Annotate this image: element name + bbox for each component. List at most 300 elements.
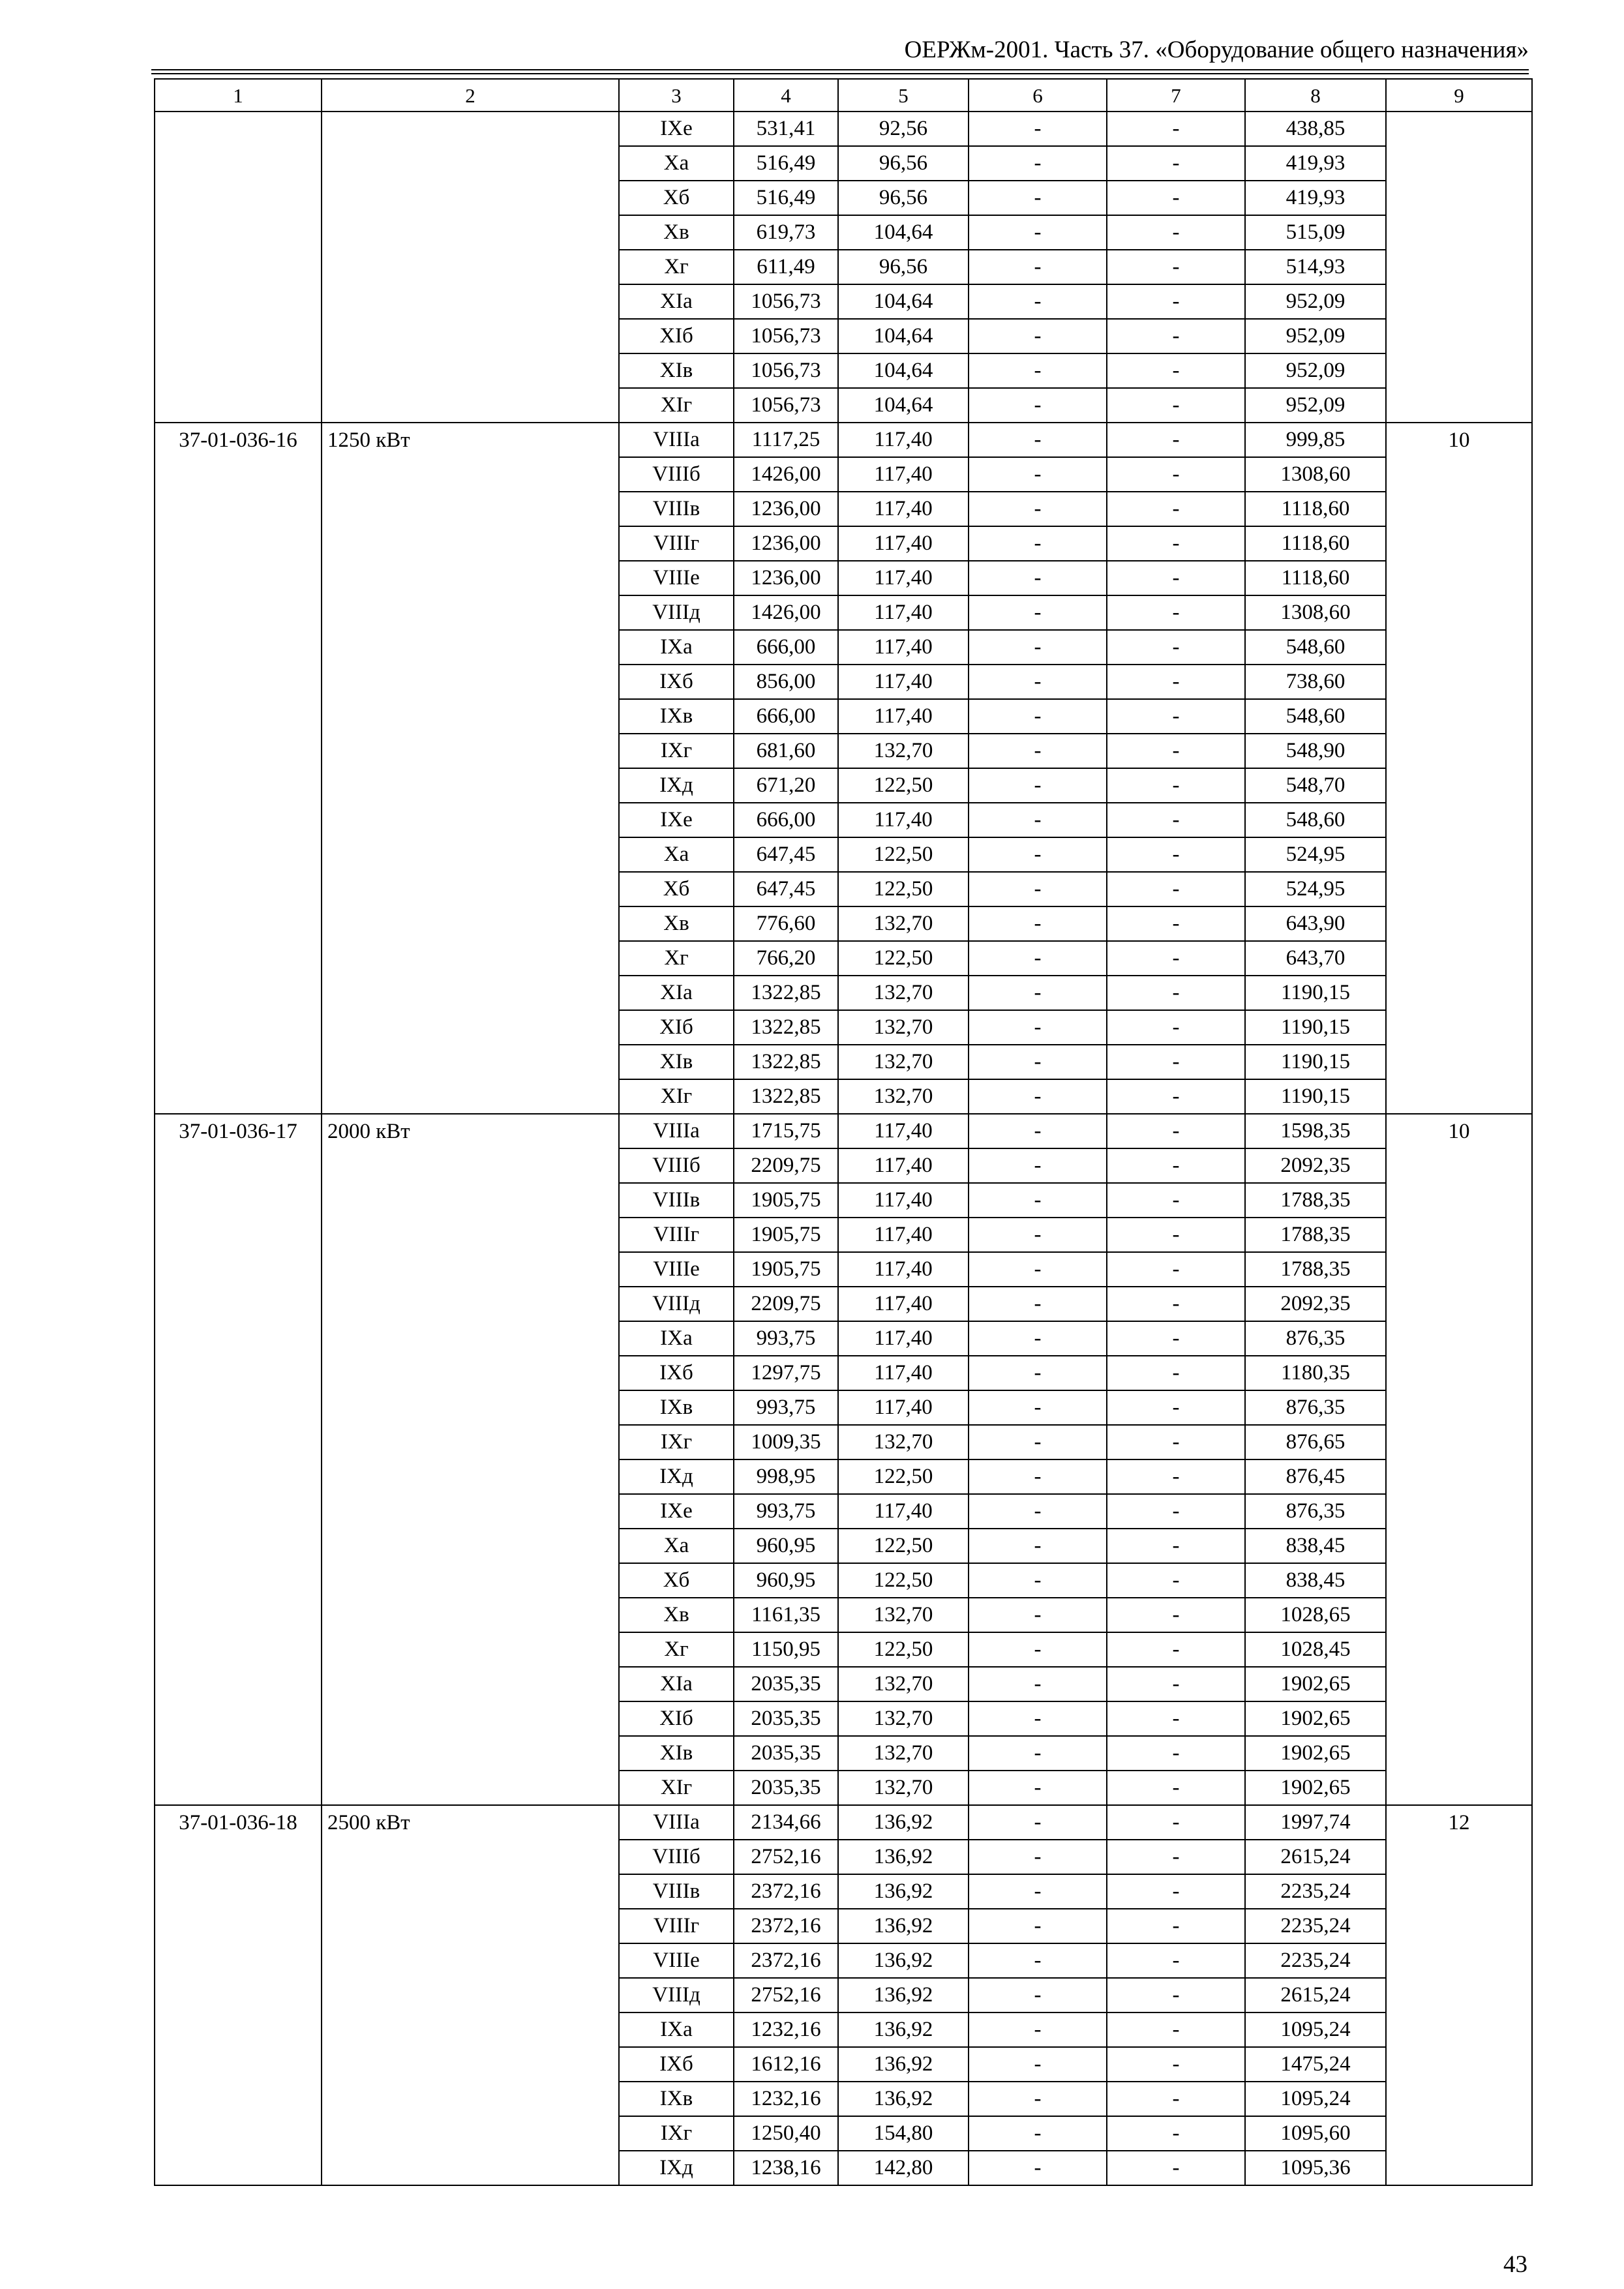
total-cost-cell: 1905,75 xyxy=(734,1183,838,1218)
machinist-wage-cell: - xyxy=(1107,2151,1245,2185)
column-number: 1 xyxy=(155,79,322,112)
labor-hours-cell xyxy=(1386,250,1532,284)
labor-hours-cell xyxy=(1386,1529,1532,1563)
table-row xyxy=(155,976,1532,1010)
variant-cell: Xв xyxy=(619,1598,734,1632)
labor-cost-cell: 136,92 xyxy=(838,1943,969,1978)
code-cell xyxy=(155,595,322,630)
machinist-wage-cell: - xyxy=(1107,1045,1245,1079)
labor-cost-cell: 132,70 xyxy=(838,1736,969,1771)
labor-cost-cell: 117,40 xyxy=(838,1114,969,1148)
variant-cell: VIIIб xyxy=(619,457,734,492)
materials-cost-cell: 1118,60 xyxy=(1245,492,1386,526)
machine-cost-cell: - xyxy=(969,146,1107,181)
table-row xyxy=(155,423,1532,457)
table-row xyxy=(155,181,1532,215)
code-cell xyxy=(155,1874,322,1909)
code-cell xyxy=(155,699,322,734)
labor-hours-cell xyxy=(1386,2116,1532,2151)
machinist-wage-cell: - xyxy=(1107,906,1245,941)
labor-cost-cell: 104,64 xyxy=(838,353,969,388)
code-cell xyxy=(155,1701,322,1736)
machinist-wage-cell: - xyxy=(1107,1529,1245,1563)
code-cell xyxy=(155,1252,322,1287)
power-cell xyxy=(322,941,619,976)
labor-cost-cell: 92,56 xyxy=(838,112,969,146)
code-cell: 37-01-036-16 xyxy=(155,423,322,457)
materials-cost-cell: 876,45 xyxy=(1245,1459,1386,1494)
code-cell xyxy=(155,906,322,941)
variant-cell: VIIIa xyxy=(619,1114,734,1148)
code-cell xyxy=(155,215,322,250)
total-cost-cell: 666,00 xyxy=(734,630,838,665)
total-cost-cell: 960,95 xyxy=(734,1563,838,1598)
variant-cell: XIв xyxy=(619,1736,734,1771)
machinist-wage-cell: - xyxy=(1107,2082,1245,2116)
machine-cost-cell: - xyxy=(969,1183,1107,1218)
labor-hours-cell xyxy=(1386,146,1532,181)
total-cost-cell: 1161,35 xyxy=(734,1598,838,1632)
variant-cell: XIa xyxy=(619,1667,734,1701)
labor-hours-cell xyxy=(1386,1287,1532,1321)
labor-hours-cell xyxy=(1386,492,1532,526)
table-row xyxy=(155,1667,1532,1701)
code-cell xyxy=(155,2082,322,2116)
variant-cell: Xa xyxy=(619,837,734,872)
table-row xyxy=(155,353,1532,388)
table-row xyxy=(155,1494,1532,1529)
machinist-wage-cell: - xyxy=(1107,1114,1245,1148)
machinist-wage-cell: - xyxy=(1107,319,1245,353)
materials-cost-cell: 738,60 xyxy=(1245,665,1386,699)
code-cell: 37-01-036-17 xyxy=(155,1114,322,1148)
column-number: 8 xyxy=(1245,79,1386,112)
code-cell xyxy=(155,1563,322,1598)
machine-cost-cell: - xyxy=(969,1045,1107,1079)
labor-hours-cell xyxy=(1386,2151,1532,2185)
total-cost-cell: 647,45 xyxy=(734,872,838,906)
header-rule-bottom xyxy=(151,73,1529,74)
machine-cost-cell: - xyxy=(969,1667,1107,1701)
machine-cost-cell: - xyxy=(969,1701,1107,1736)
power-cell xyxy=(322,803,619,837)
labor-cost-cell: 117,40 xyxy=(838,457,969,492)
variant-cell: Xг xyxy=(619,1632,734,1667)
code-cell xyxy=(155,2012,322,2047)
machine-cost-cell: - xyxy=(969,1356,1107,1390)
table-row xyxy=(155,319,1532,353)
machinist-wage-cell: - xyxy=(1107,665,1245,699)
code-cell xyxy=(155,976,322,1010)
machine-cost-cell: - xyxy=(969,112,1107,146)
total-cost-cell: 993,75 xyxy=(734,1494,838,1529)
labor-cost-cell: 117,40 xyxy=(838,1287,969,1321)
power-cell xyxy=(322,1183,619,1218)
variant-cell: VIIIд xyxy=(619,1978,734,2012)
power-cell xyxy=(322,1736,619,1771)
machine-cost-cell: - xyxy=(969,1287,1107,1321)
machine-cost-cell: - xyxy=(969,837,1107,872)
table-row xyxy=(155,1805,1532,1840)
machine-cost-cell: - xyxy=(969,630,1107,665)
table-row xyxy=(155,492,1532,526)
power-cell xyxy=(322,699,619,734)
materials-cost-cell: 548,90 xyxy=(1245,734,1386,768)
power-cell xyxy=(322,1252,619,1287)
power-cell xyxy=(322,181,619,215)
code-cell xyxy=(155,146,322,181)
table-row xyxy=(155,1529,1532,1563)
materials-cost-cell: 1788,35 xyxy=(1245,1218,1386,1252)
labor-cost-cell: 117,40 xyxy=(838,1148,969,1183)
variant-cell: IXe xyxy=(619,1494,734,1529)
machinist-wage-cell: - xyxy=(1107,1701,1245,1736)
total-cost-cell: 2035,35 xyxy=(734,1667,838,1701)
machinist-wage-cell: - xyxy=(1107,1909,1245,1943)
labor-cost-cell: 136,92 xyxy=(838,1978,969,2012)
power-cell: 1250 кВт xyxy=(322,423,619,457)
total-cost-cell: 1117,25 xyxy=(734,423,838,457)
labor-cost-cell: 136,92 xyxy=(838,1874,969,1909)
table-row xyxy=(155,146,1532,181)
machine-cost-cell: - xyxy=(969,561,1107,595)
labor-hours-cell xyxy=(1386,803,1532,837)
materials-cost-cell: 1788,35 xyxy=(1245,1252,1386,1287)
machine-cost-cell: - xyxy=(969,1218,1107,1252)
variant-cell: VIIIe xyxy=(619,1252,734,1287)
table-row xyxy=(155,1978,1532,2012)
materials-cost-cell: 1095,24 xyxy=(1245,2012,1386,2047)
machinist-wage-cell: - xyxy=(1107,1356,1245,1390)
variant-cell: XIб xyxy=(619,319,734,353)
variant-cell: VIIIв xyxy=(619,1183,734,1218)
labor-cost-cell: 122,50 xyxy=(838,1632,969,1667)
materials-cost-cell: 419,93 xyxy=(1245,181,1386,215)
table-row xyxy=(155,2047,1532,2082)
machinist-wage-cell: - xyxy=(1107,1874,1245,1909)
power-cell xyxy=(322,146,619,181)
code-cell xyxy=(155,1459,322,1494)
labor-hours-cell xyxy=(1386,1632,1532,1667)
machine-cost-cell: - xyxy=(969,1840,1107,1874)
machine-cost-cell: - xyxy=(969,284,1107,319)
materials-cost-cell: 1902,65 xyxy=(1245,1771,1386,1805)
power-cell: 2500 кВт xyxy=(322,1805,619,1840)
machine-cost-cell: - xyxy=(969,1909,1107,1943)
code-cell xyxy=(155,1079,322,1114)
table-row xyxy=(155,1287,1532,1321)
labor-hours-cell xyxy=(1386,872,1532,906)
labor-hours-cell xyxy=(1386,526,1532,561)
code-cell xyxy=(155,1148,322,1183)
code-cell xyxy=(155,319,322,353)
machinist-wage-cell: - xyxy=(1107,768,1245,803)
machine-cost-cell: - xyxy=(969,906,1107,941)
variant-cell: IXe xyxy=(619,112,734,146)
table-row xyxy=(155,768,1532,803)
table-row xyxy=(155,1252,1532,1287)
total-cost-cell: 681,60 xyxy=(734,734,838,768)
code-cell xyxy=(155,1943,322,1978)
labor-hours-cell xyxy=(1386,1218,1532,1252)
materials-cost-cell: 1190,15 xyxy=(1245,976,1386,1010)
total-cost-cell: 1426,00 xyxy=(734,595,838,630)
machinist-wage-cell: - xyxy=(1107,1494,1245,1529)
total-cost-cell: 1056,73 xyxy=(734,388,838,423)
labor-hours-cell xyxy=(1386,284,1532,319)
machine-cost-cell: - xyxy=(969,1459,1107,1494)
labor-hours-cell xyxy=(1386,1425,1532,1459)
machinist-wage-cell: - xyxy=(1107,1563,1245,1598)
machinist-wage-cell: - xyxy=(1107,2047,1245,2082)
code-cell xyxy=(155,734,322,768)
materials-cost-cell: 1902,65 xyxy=(1245,1667,1386,1701)
materials-cost-cell: 876,35 xyxy=(1245,1390,1386,1425)
machine-cost-cell: - xyxy=(969,1598,1107,1632)
total-cost-cell: 993,75 xyxy=(734,1321,838,1356)
labor-cost-cell: 117,40 xyxy=(838,423,969,457)
variant-cell: Xв xyxy=(619,215,734,250)
materials-cost-cell: 1118,60 xyxy=(1245,561,1386,595)
labor-hours-cell xyxy=(1386,1563,1532,1598)
total-cost-cell: 1250,40 xyxy=(734,2116,838,2151)
code-cell xyxy=(155,250,322,284)
total-cost-cell: 1322,85 xyxy=(734,1010,838,1045)
code-cell xyxy=(155,181,322,215)
machinist-wage-cell: - xyxy=(1107,423,1245,457)
machinist-wage-cell: - xyxy=(1107,526,1245,561)
machine-cost-cell: - xyxy=(969,1632,1107,1667)
column-number: 6 xyxy=(969,79,1107,112)
power-cell xyxy=(322,1321,619,1356)
machine-cost-cell: - xyxy=(969,976,1107,1010)
labor-hours-cell xyxy=(1386,699,1532,734)
power-cell xyxy=(322,2012,619,2047)
variant-cell: Xв xyxy=(619,906,734,941)
variant-cell: IXг xyxy=(619,734,734,768)
code-cell xyxy=(155,665,322,699)
code-cell xyxy=(155,1909,322,1943)
power-cell xyxy=(322,1425,619,1459)
code-cell xyxy=(155,1010,322,1045)
column-number: 5 xyxy=(838,79,969,112)
total-cost-cell: 619,73 xyxy=(734,215,838,250)
materials-cost-cell: 1180,35 xyxy=(1245,1356,1386,1390)
materials-cost-cell: 1190,15 xyxy=(1245,1010,1386,1045)
materials-cost-cell: 438,85 xyxy=(1245,112,1386,146)
machine-cost-cell: - xyxy=(969,2116,1107,2151)
labor-cost-cell: 132,70 xyxy=(838,1598,969,1632)
variant-cell: IXв xyxy=(619,699,734,734)
table-row xyxy=(155,2082,1532,2116)
machinist-wage-cell: - xyxy=(1107,1459,1245,1494)
total-cost-cell: 1236,00 xyxy=(734,526,838,561)
machinist-wage-cell: - xyxy=(1107,699,1245,734)
total-cost-cell: 2209,75 xyxy=(734,1287,838,1321)
power-cell xyxy=(322,215,619,250)
machinist-wage-cell: - xyxy=(1107,388,1245,423)
total-cost-cell: 647,45 xyxy=(734,837,838,872)
machinist-wage-cell: - xyxy=(1107,803,1245,837)
machinist-wage-cell: - xyxy=(1107,457,1245,492)
materials-cost-cell: 524,95 xyxy=(1245,872,1386,906)
labor-cost-cell: 117,40 xyxy=(838,1183,969,1218)
materials-cost-cell: 548,70 xyxy=(1245,768,1386,803)
labor-hours-cell xyxy=(1386,941,1532,976)
labor-cost-cell: 122,50 xyxy=(838,941,969,976)
table-row xyxy=(155,526,1532,561)
power-cell xyxy=(322,976,619,1010)
materials-cost-cell: 643,70 xyxy=(1245,941,1386,976)
variant-cell: IXг xyxy=(619,1425,734,1459)
labor-cost-cell: 117,40 xyxy=(838,1252,969,1287)
power-cell xyxy=(322,526,619,561)
total-cost-cell: 1232,16 xyxy=(734,2082,838,2116)
table-row xyxy=(155,1701,1532,1736)
machine-cost-cell: - xyxy=(969,353,1107,388)
machine-cost-cell: - xyxy=(969,1771,1107,1805)
labor-cost-cell: 122,50 xyxy=(838,1459,969,1494)
power-cell xyxy=(322,1218,619,1252)
power-cell xyxy=(322,734,619,768)
materials-cost-cell: 838,45 xyxy=(1245,1529,1386,1563)
machine-cost-cell: - xyxy=(969,1563,1107,1598)
labor-cost-cell: 132,70 xyxy=(838,906,969,941)
machine-cost-cell: - xyxy=(969,803,1107,837)
variant-cell: IXб xyxy=(619,665,734,699)
labor-cost-cell: 117,40 xyxy=(838,492,969,526)
power-cell xyxy=(322,353,619,388)
machinist-wage-cell: - xyxy=(1107,630,1245,665)
table-row xyxy=(155,595,1532,630)
page-number: 43 xyxy=(1503,2251,1527,2278)
total-cost-cell: 2372,16 xyxy=(734,1943,838,1978)
machinist-wage-cell: - xyxy=(1107,250,1245,284)
materials-cost-cell: 1190,15 xyxy=(1245,1045,1386,1079)
materials-cost-cell: 2092,35 xyxy=(1245,1287,1386,1321)
variant-cell: IXa xyxy=(619,2012,734,2047)
power-cell xyxy=(322,1079,619,1114)
machinist-wage-cell: - xyxy=(1107,353,1245,388)
materials-cost-cell: 1788,35 xyxy=(1245,1183,1386,1218)
labor-cost-cell: 96,56 xyxy=(838,181,969,215)
labor-cost-cell: 132,70 xyxy=(838,1425,969,1459)
code-cell xyxy=(155,1667,322,1701)
materials-cost-cell: 876,35 xyxy=(1245,1321,1386,1356)
machinist-wage-cell: - xyxy=(1107,872,1245,906)
variant-cell: IXв xyxy=(619,1390,734,1425)
machinist-wage-cell: - xyxy=(1107,1218,1245,1252)
power-cell xyxy=(322,630,619,665)
code-cell xyxy=(155,1045,322,1079)
total-cost-cell: 1056,73 xyxy=(734,319,838,353)
materials-cost-cell: 1095,60 xyxy=(1245,2116,1386,2151)
column-number: 9 xyxy=(1386,79,1532,112)
machinist-wage-cell: - xyxy=(1107,2012,1245,2047)
labor-cost-cell: 117,40 xyxy=(838,699,969,734)
table-body xyxy=(155,112,1532,2185)
materials-cost-cell: 2235,24 xyxy=(1245,1909,1386,1943)
labor-hours-cell xyxy=(1386,595,1532,630)
power-cell xyxy=(322,1529,619,1563)
code-cell xyxy=(155,2151,322,2185)
labor-hours-cell: 10 xyxy=(1386,1114,1532,1148)
materials-cost-cell: 952,09 xyxy=(1245,388,1386,423)
machine-cost-cell: - xyxy=(969,595,1107,630)
table-row xyxy=(155,1874,1532,1909)
machine-cost-cell: - xyxy=(969,1805,1107,1840)
total-cost-cell: 1426,00 xyxy=(734,457,838,492)
power-cell xyxy=(322,1494,619,1529)
total-cost-cell: 531,41 xyxy=(734,112,838,146)
labor-cost-cell: 117,40 xyxy=(838,526,969,561)
power-cell xyxy=(322,1632,619,1667)
power-cell xyxy=(322,112,619,146)
materials-cost-cell: 2092,35 xyxy=(1245,1148,1386,1183)
table-row xyxy=(155,837,1532,872)
variant-cell: XIг xyxy=(619,1079,734,1114)
total-cost-cell: 671,20 xyxy=(734,768,838,803)
power-cell xyxy=(322,2151,619,2185)
labor-cost-cell: 104,64 xyxy=(838,284,969,319)
materials-cost-cell: 2615,24 xyxy=(1245,1840,1386,1874)
machine-cost-cell: - xyxy=(969,2082,1107,2116)
materials-cost-cell: 1902,65 xyxy=(1245,1736,1386,1771)
table-row xyxy=(155,1632,1532,1667)
machine-cost-cell: - xyxy=(969,768,1107,803)
table-row xyxy=(155,941,1532,976)
power-cell xyxy=(322,2116,619,2151)
labor-cost-cell: 122,50 xyxy=(838,768,969,803)
variant-cell: XIг xyxy=(619,1771,734,1805)
labor-cost-cell: 117,40 xyxy=(838,595,969,630)
variant-cell: Xa xyxy=(619,1529,734,1563)
variant-cell: VIIIв xyxy=(619,492,734,526)
materials-cost-cell: 643,90 xyxy=(1245,906,1386,941)
variant-cell: VIIIв xyxy=(619,1874,734,1909)
machinist-wage-cell: - xyxy=(1107,146,1245,181)
power-cell xyxy=(322,2047,619,2082)
variant-cell: Xб xyxy=(619,1563,734,1598)
code-cell xyxy=(155,630,322,665)
materials-cost-cell: 876,35 xyxy=(1245,1494,1386,1529)
column-number: 7 xyxy=(1107,79,1245,112)
variant-cell: XIa xyxy=(619,284,734,319)
power-cell xyxy=(322,1598,619,1632)
total-cost-cell: 1297,75 xyxy=(734,1356,838,1390)
code-cell xyxy=(155,1287,322,1321)
power-cell xyxy=(322,1701,619,1736)
materials-cost-cell: 952,09 xyxy=(1245,353,1386,388)
variant-cell: VIIIa xyxy=(619,1805,734,1840)
labor-hours-cell xyxy=(1386,388,1532,423)
machinist-wage-cell: - xyxy=(1107,112,1245,146)
variant-cell: VIIIд xyxy=(619,1287,734,1321)
table-row xyxy=(155,1218,1532,1252)
materials-cost-cell: 876,65 xyxy=(1245,1425,1386,1459)
total-cost-cell: 2035,35 xyxy=(734,1771,838,1805)
power-cell xyxy=(322,250,619,284)
total-cost-cell: 1056,73 xyxy=(734,284,838,319)
machinist-wage-cell: - xyxy=(1107,1736,1245,1771)
materials-cost-cell: 1308,60 xyxy=(1245,595,1386,630)
table-row xyxy=(155,561,1532,595)
machine-cost-cell: - xyxy=(969,492,1107,526)
materials-cost-cell: 515,09 xyxy=(1245,215,1386,250)
page-header: ОЕРЖм-2001. Часть 37. «Оборудование общего назначения» xyxy=(904,37,1529,63)
variant-cell: VIIIг xyxy=(619,1909,734,1943)
materials-cost-cell: 1028,65 xyxy=(1245,1598,1386,1632)
